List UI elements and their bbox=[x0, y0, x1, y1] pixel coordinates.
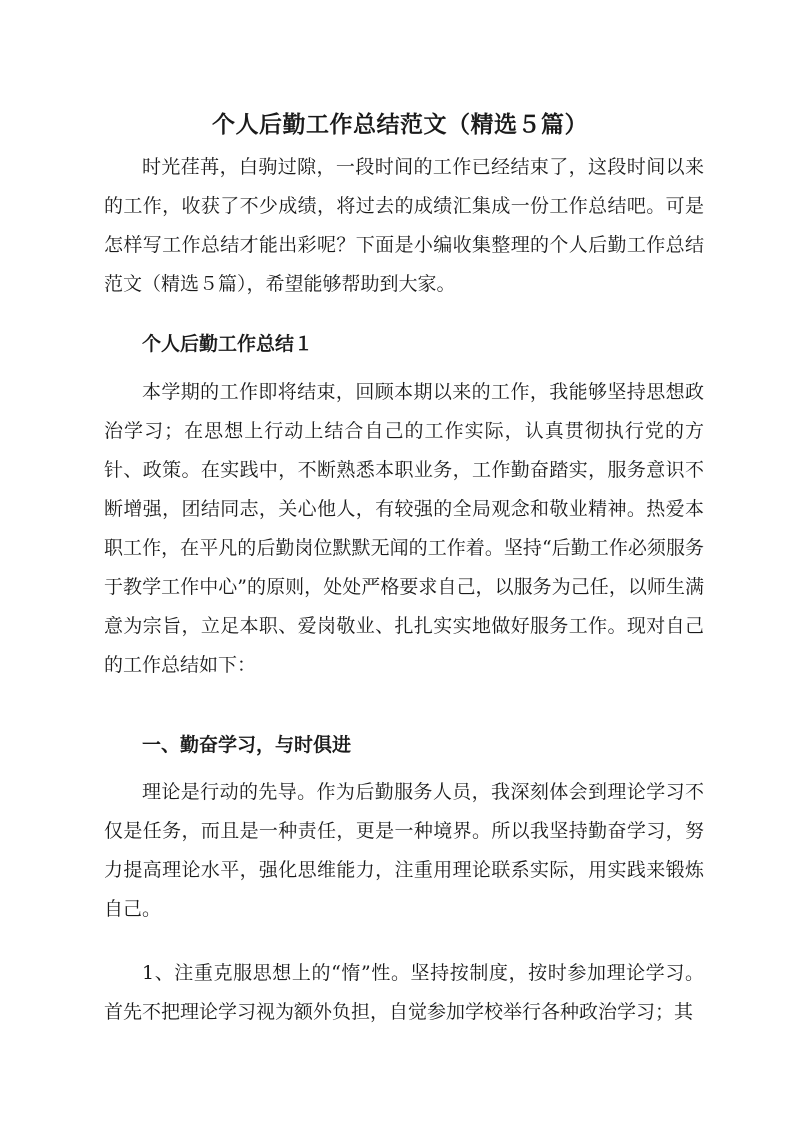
section-paragraph: 本学期的工作即将结束，回顾本期以来的工作，我能够坚持思想政治学习；在思想上行动上结合自己的工作实际，认真贯彻执行党的方针、政策。在实践中，不断熟悉本职业务，工作勤奋踏实，服务意识不断增强，团结同志，关心他人，有较强的全局观念和敬业精神。热爱本职工作，在平凡的后勤岗位默默无闻的工作着。坚持“后勤工作必须服务于教学工作中心”的原则，处处严格要求自己，以服务为己任，以师生满意为宗旨，立足本职、爱岗敬业、扎扎实实地做好服务工作。现对自己的工作总结如下： bbox=[104, 381, 704, 676]
subheading: 一、勤奋学习，与时俱进 bbox=[142, 734, 352, 756]
body-paragraph: 1、注重克服思想上的“惰”性。坚持按制度，按时参加理论学习。首先不把理论学习视为额外负担，自觉参加学校举行各种政治学习；其 bbox=[104, 962, 704, 1023]
document-title: 个人后勤工作总结范文（精选５篇） bbox=[212, 111, 588, 139]
body-paragraph: 理论是行动的先导。作为后勤服务人员，我深刻体会到理论学习不仅是任务，而且是一种责任，更是一种境界。所以我坚持勤奋学习，努力提高理论水平，强化思维能力，注重用理论联系实际，用实践来锻炼自己。 bbox=[104, 781, 704, 920]
intro-paragraph: 时光荏苒，白驹过隙，一段时间的工作已经结束了，这段时间以来的工作，收获了不少成绩，将过去的成绩汇集成一份工作总结吧。可是怎样写工作总结才能出彩呢？下面是小编收集整理的个人后勤工作总结范文（精选５篇），希望能够帮助到大家。 bbox=[104, 156, 704, 295]
section-heading: 个人后勤工作总结１ bbox=[142, 333, 314, 355]
